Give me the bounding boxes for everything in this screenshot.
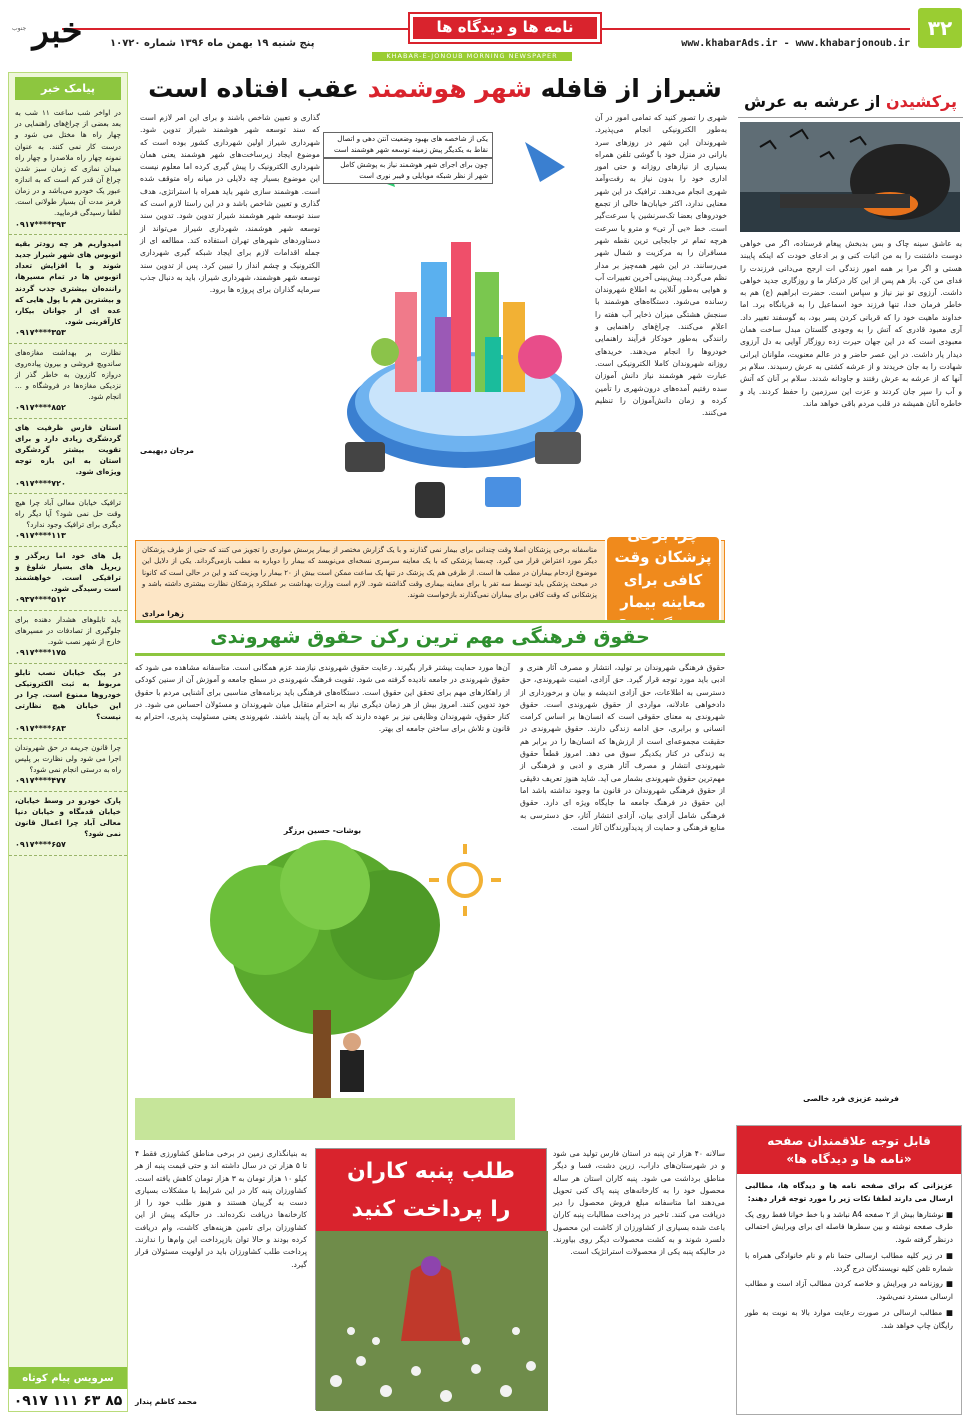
sms-message-text: پل های خود اما زیرگذر و زیرپل های بسیار شلوغ و ترافیکی است. خواهشمند است رسیدگی شود. [15,550,121,594]
sms-service-title: سرویس پیام کوتاه [9,1369,127,1389]
sms-message-text: امیدواریم هر چه زودتر بقیه اتوبوس های شهر شیراز جدید شوند و با افزایش تعداد اتوبوس ها در تمام مسیرها، راننده‌ان بیشتری جذب گردند و بیشترین هم با پول هایی که عده ای از جوانان بیکار، کارآفرینی شود. [15,239,121,327]
sms-message-text: نظارت بر بهداشت مغازه‌های ساندویچ فروشی و بیرون پیاده‌روی دروازه کازرون به خاطر گذر از نزدیکی مغازه‌ها در فروشگاه و ... انجام شود. [15,347,121,402]
right-title-rest: از عرشه به عرش [744,92,881,111]
notice-title-line-2: «نامه ها و دیدگاه ها» [786,1152,912,1166]
doctors-article-text: متاسفانه برخی پزشکان اصلا وقت چندانی برای بیمار نمی گذارند و با یک گزارش مختصر از بیمار پرسش مواردی را تجویز می کنند که حتی از طرف پزشکان دیگر مورد اعتراض قرار می گیرد. چه‌بسا پزشکی که با یک معاینه سرسری نسخه‌ای می‌نویسد که بیمار را دوباره به مطب بازمی‌گرداند. یکی از دلایل این موضوع ازدحام بیماران در مطب ها است. از طرفی هم یک پزشک در تنها یک ساعت ممکن است بیش از ۲۰ بیمار را ویزیت کند و این در حالی است که کانونا در مبحث پزشکی باید توسط سه تفر یا برای معاینه بیماری وقت گذاشته شود. لازم است وزارت بهداشت بر عملکرد پزشکان نظارت بیشتری داشته باشد و پزشکانی که وقت کافی برای بیماران نمی‌گذارند بازخواست شوند. [142,546,597,600]
cotton-headline-line-2: را پرداخت کنید [351,1197,511,1222]
sms-message [9,104,127,235]
right-article-title [738,90,963,118]
notice-item: ■ روزنامه در ویرایش و خلاصه کردن مطالب آزاد است و مطالب ارسالی مسترد نمی‌شود. [745,1279,953,1301]
sms-sender-number: ۰۹۱۷****۱۷۵ [15,648,66,658]
notice-item: ■ در زیر کلیه مطالب ارسالی حتما نام و نام خانوادگی همراه با شماره تلفن کلیه نویسندگان درج گردد. [745,1250,953,1273]
sms-message [9,664,127,739]
cotton-article-box [315,1148,547,1410]
rights-article-title: حقوق فرهنگی مهم ترین رکن حقوق شهروندی [135,620,725,656]
sms-message [9,611,127,664]
cotton-headline-line-1: طلب پنبه کاران [347,1159,515,1184]
sms-sender-number: ۰۹۱۷****۸۵۲ [15,403,66,413]
right-article-byline: فرشید عزیزی فرد خالصی [803,1094,899,1103]
rights-article-text-mid: آن‌ها مورد حمایت بیشتر قرار بگیرند. رعایت حقوق شهروندی نیازمند عزم همگانی است. متاسفانه مشاهده می شود که حقوق شهروندی در جامعه نادیده گرفته می شود. تقویت فرهنگ شهروندی در سطح جامعه و آموزش آن از سنین کودکی از راهکارهای مهم برای تحقق این حقوق است. دستگاه‌های فرهنگی باید برنامه‌های مناسبی برای آشنایی مردم با حقوق خود تدوین کنند. امروز بیش از هر زمان دیگری نیاز به احترام متقابل میان شهروندان و مسئولان احساس می شود. در کنار حقوق، شهروندان وظایفی نیز بر عهده دارند که باید به آن پایبند باشند. شهروندی یعنی مسئولیت پذیری، احترام به قانون و تلاش برای ساختن جامعه ای بهتر. [135,663,510,734]
burning-ship-photo [740,122,960,232]
notice-item: ■ مطالب ارسالی در صورت رعایت موارد بالا به نوبت به طور رایگان چاپ خواهد شد. [745,1307,953,1330]
sms-message [9,344,127,419]
issue-date: پنج شنبه ۱۹ بهمن ماه ۱۳۹۶ شماره ۱۰۷۲۰ [110,38,315,49]
right-title-red: پرکشیدن [886,92,957,111]
headline-part-2: عقب افتاده است [148,74,359,103]
doctors-byline: زهرا مرادی [142,609,184,618]
sms-message [9,235,127,344]
logo-subtext: جنوب [12,25,27,32]
sms-sender-number: ۰۹۱۷****۳۹۳ [15,219,66,229]
sms-sender-number: ۰۹۱۷****۶۸۳ [15,723,66,733]
sms-message [9,792,127,856]
pull-quote-2: چون برای اجرای شهر هوشمند نیاز به پوشش کامل شهر از نظر شبکه موبایلی و فیبر نوری است [323,158,493,184]
logo-text: خبر [32,10,83,51]
sms-message [9,494,127,547]
doctors-question-title: چرا برخی پزشکان وقت کافی برای معاینه بیمار نمی گذارند؟ [605,535,721,625]
sms-service-number[interactable]: ۰۹۱۷ ۱۱۱ ۶۳ ۸۵ [13,1392,123,1409]
cotton-byline: محمد کاظم پندار [135,1397,197,1406]
headline-part-1: شیراز از قافله [540,74,722,103]
main-headline [140,70,730,110]
notice-item: ■ نوشتارها بیش از ۲ صفحه A4 نباشد و با خط خوانا فقط روی یک طرف صفحه نوشته و بین سطرها فاصله ای برای ویرایش احتمالی درنظر گرفته شود. [745,1209,954,1244]
newspaper-logo[interactable] [10,6,105,56]
notice-box [736,1125,962,1415]
sms-message-text: استان فارس ظرفیت های گردشگری زیادی دارد و برای تقویت بیشتر گردشگری استان به این بازه توجه ویژه‌ای شود. [15,422,121,477]
sms-sender-number: ۰۹۳۷****۵۱۲ [15,595,66,605]
main-article-text-a: شهری را تصور کنید که تمامی امور در آن به‌طور الکترونیکی انجام می‌پذیرد. شهروندان این شهر در روزهای سرد بارانی در منزل خود با گوشی تلفن همراه بسیاری از نیازهای روزانه و حتی امور اداری خود را بدون نیاز به رفت‌وآمد شهری انجام می‌دهند. ترافیک در این شهر معنایی ندارد، اکثر خیابان‌ها خالی از تجمع خودروهای بعضا تک‌سرنشین یا سرعت‌گیر است. خط «بی آر تی» و مترو با سرعت هرچه تمام تر جابجایی ترین نقطه شهر مسافران را به مرکزیت و شمال شهر می‌رسانند. در این شهر همه‌چیز بر مدار نظم می‌گردد. پیش‌بینی آخرین تغییرات آب و هوایی به‌طور آنلاین به اطلاع شهروندان رسانده می‌شود. دستگاه‌های هوشمند با سنجش هشتگی میزان ذخایر آب هفته را اعلام می‌کنند. چراغ‌های راهنمایی و رانندگی به‌طور خودکار فرآیند راهنمایی خودروها را انجام می‌دهند. خریدهای روزانه شهروندان کاملا الکترونیکی است. عبارت شهر هوشمند نیاز دانش آموزان سده رفتیم آمده‌های درون‌شهری را تأمین کرده و زمان دانش‌آموزان را تنظیم می‌کنند. [595,113,727,418]
sms-sender-number: ۰۹۱۷****۴۷۷ [15,776,66,786]
sms-message-text: پارک خودرو در وسط خیابان، خیابان قدمگاه و خیابان دنیا معالی آباد چرا اعمال قانون نمی شود؟ [15,795,121,839]
sms-message-text: در اواخر شب ساعت ۱۱ شب به بعد بعضی از چراغ‌های راهنمایی در چهار راه ها مختل می شود و درست کار نمی کنند. به عنوان نمونه چهار راه ملاصدرا و چهار راه میدان نمازی که زمان سبز شدن چراغ آن قدر کم است که به اندازه عبور یک خودرو می‌باشد و در زمان قرمز مدت آن بسیار طولانی است. لطفا رسیدگی فرمایید. [15,108,121,218]
sms-message-text: باید تابلوهای هشدار دهنده برای جلوگیری از تصادفات در مسیرهای خارج از شهر نصب شود. [15,614,121,647]
cotton-article-text-right: سالانه ۴۰ هزار تن پنبه در استان فارس تولید می شود و در شهرستان‌های داراب، زرین دشت، فسا و دیگر مناطق برداشت می شود. پنبه کاران استان هر ساله محصول خود را به کارخانه‌های پنبه پاک کنی تحویل می‌دهند اما متاسفانه مبلغ فروش محصول را دیر دریافت می کنند. تاخیر در پرداخت مطالبات پنبه کاران باعث شده بسیاری از کشاورزان از کاشت این محصول دلسرد شوند و به کشت محصولات دیگر روی بیاورند. در حالیکه پنبه یکی از محصولات استراتژیک است. [553,1149,726,1257]
website-urls[interactable]: www.khabarAds.ir - www.khabarjonoub.ir [681,38,910,49]
rights-article-text-right: حقوق فرهنگی شهروندان بر تولید، انتشار و مصرف آثار هنری و ادبی باید مورد توجه قرار گیرد. حق آزادی، امنیت شهروندی، حق دسترسی به اطلاعات، حق آزادی اندیشه و بیان و برخورداری از دادخواهی عادلانه، مواردی از حقوق شهروندی است. حقوق شهروندی به معنای حقوقی است که انسان‌ها بر اساس کرامت انسانی و برابری، حق ادامه زندگی دارند. حقوق شهروندی در حقیقت مجموعه‌ای است از ارزش‌ها که انسان‌ها را در برابر هم به زندگی در کنار یکدیگر سوق می دهد. امروز قطعاً حقوق شهروندی انتشار و مصرف آثار هنری و ادبی و فرهنگی از مهم‌ترین حقوق شهروندی بشمار می آید. شاید هنوز تعریف دقیقی از حقوق فرهنگی شهروندان در قانون ما وجود نداشته باشد اما این حقوق در فرهنگ جامعه ما جایگاه ویژه ای دارد. حقوق فرهنگی شامل آزادی بیان، آزادی انتشار آثار، حق دسترسی به منابع فرهنگی و حمایت از پدیدآورندگان آثار است. [519,663,725,832]
sms-sidebar [8,72,128,1412]
sms-message-text: چرا قانون جریمه در حق شهروندان اجرا می شود ولی نظارت بر پلیس راه به درستی انجام نمی شود؟ [15,742,121,775]
sms-list [9,104,127,856]
notice-body [737,1174,961,1341]
sms-message [9,547,127,611]
cotton-article-text-left: به بنیانگذاری زمین در برخی مناطق کشاورزی فقط ۴ تا ۵ هزار تن در سال داشته اند و حتی قیمت پنبه از هر کیلو ۱۰ هزار تومان به ۳ هزار تومان کاهش یافته است. کشاورزان پنبه کار در این شرایط با مشکلات بسیاری دست به گریبان هستند و هنوز طلب خود را از کارخانه‌ها دریافت نکرده‌اند. در حالیکه پیش از این کشاورزان برای تامین هزینه‌های کاشت، وام دریافت کرده بودند و حالا توان بازپرداخت این وام‌ها را ندارند. پرداخت طلب کشاورزان باید در اولویت مسئولان قرار گیرد. [135,1149,307,1269]
main-article-text-b: گذاری و تعیین شاخص باشند و برای این امر لازم است که سند توسعه شهر هوشمند شیراز تدوین شود. شهرداری شیراز اولین شهرداری کشور بوده است که موضوع ایجاد زیرساخت‌های شهر هوشمند یعنی همان شهرداری الکترونیک را پیش گیری کرده اما معلوم نیست این موضوع بسیار چه دلایلی در میانه راه متوقف شده است. هوشمند سازی شهر باید همراه با استراتژی، هدف گذاری و تعیین شاخص باشد و در این راستا لازم است که سند توسعه شهر هوشمند شیراز تدوین شود. تدوین سند توسعه شهر هوشمند، شهرداری شیراز می‌تواند از دستاوردهای شهرهای تهران استفاده کند. مطالعه ای از جمله اقدامات لازم برای ایجاد شبکه گیری شهرداری الکترونیک و چشم انداز را تبیین کرد. پس از تدوین سند توسعه شهر هوشمند، شهرداری شیراز، باید به دنبال جذب سرمایه گذاران برای پروژه ها برود. [140,113,320,295]
sms-message [9,739,127,792]
sidebar-title: پیامک خبر [15,77,121,100]
rights-byline: بوشات- حسین برزگر [283,826,362,835]
page-number: ۳۲ [918,8,962,48]
sms-message-text: ترافیک خیابان معالی آباد چرا هیچ وقت حل نمی شود؟ آیا دیگر راه دیگری برای ترافیک وجود ندارد؟ [15,497,121,530]
main-article-byline: مرجان دیهیمی [140,446,194,455]
right-article-text: به عاشق سینه چاک و بس بدبخش پیغام فرستاده، اگر می خواهی دوست داشتنت را به من اثبات کنی و بر ادعای خودت که اینکه پایبند هستی و اگر مرا بر همه امور زندگی ات ارجح می‌دانی فرزندت را فدای من کن. باز هم پس از این کار درکنار ما و روزگاری جدید خواهی داشت. آرزوی تو نیز نیاز و سپاس است. حضرت ابراهیم (ع) هم به خاطر فرمان خدا، تنها فرزند خود اسماعیل را به قربانگاه برد. اما خداوند ماهیت خود را که قربانی کردن پسر بود، به گوسفند تغییر داد. آری معبود قادری که آتش را به وجودی گلستان مبدل ساخت همان معبودی است که در این جهان حیرت زده روزگار آوایی به دل آرزوی دیدار یار داشت. در این عصر حاضر و در عالم معنویت، ملوانان ایرانی شهادت را به جان خریدند و از عرشه کشتی به عرش رسیدند. سلام بر آنها که از عرشه به عرش رفتند و جاودانه شدند. سلام بر آنان که آتش و آب را سپر جان کردند و عزت این سرزمین را حفظ کردند. یاد و خاطره آنان همیشه در قلب مردم باقی خواهد ماند. [740,239,962,408]
sms-sender-number: ۰۹۱۷****۳۵۳ [15,328,66,338]
cotton-headline [316,1149,546,1231]
sms-message [9,419,127,494]
sms-sender-number: ۰۹۱۷****۷۲۰ [15,478,66,488]
notice-subtitle: عزیزانی که برای صفحه نامه ها و دیدگاه ها، مطالبی ارسال می دارند لطفا نکات زیر را مورد توجه قرار دهند: [745,1181,953,1203]
pull-quote-1: یکی از شاخصه های بهبود وضعیت آنتن دهی و اتصال نقاط به یکدیگر پیش زمینه توسعه شهر هوشمند است [323,132,493,158]
cotton-field-photo [316,1231,548,1411]
sms-sender-number: ۰۹۱۷****۱۱۳ [15,531,66,541]
masthead [0,0,970,62]
notice-title-line-1: قابل توجه علاقمندان صفحه [767,1134,931,1148]
section-title: نامه ها و دیدگاه ها [410,14,600,42]
newspaper-english-name: KHABAR-E-JONOUB MORNING NEWSPAPER [372,52,572,61]
tree-illustration [135,840,515,1140]
headline-red: شهر هوشمند [367,74,532,103]
notice-items [745,1209,953,1333]
sms-message-text: در پیک خیابان نصب تابلو مربوط به ثبت الکترونیکی خودروها ممنوع است. چرا در این خیابان هیچ نظارتی نیست؟ [15,667,121,722]
sms-service-footer [9,1367,127,1411]
sms-sender-number: ۰۹۱۷****۶۵۷ [15,840,66,850]
notice-header [737,1126,961,1174]
